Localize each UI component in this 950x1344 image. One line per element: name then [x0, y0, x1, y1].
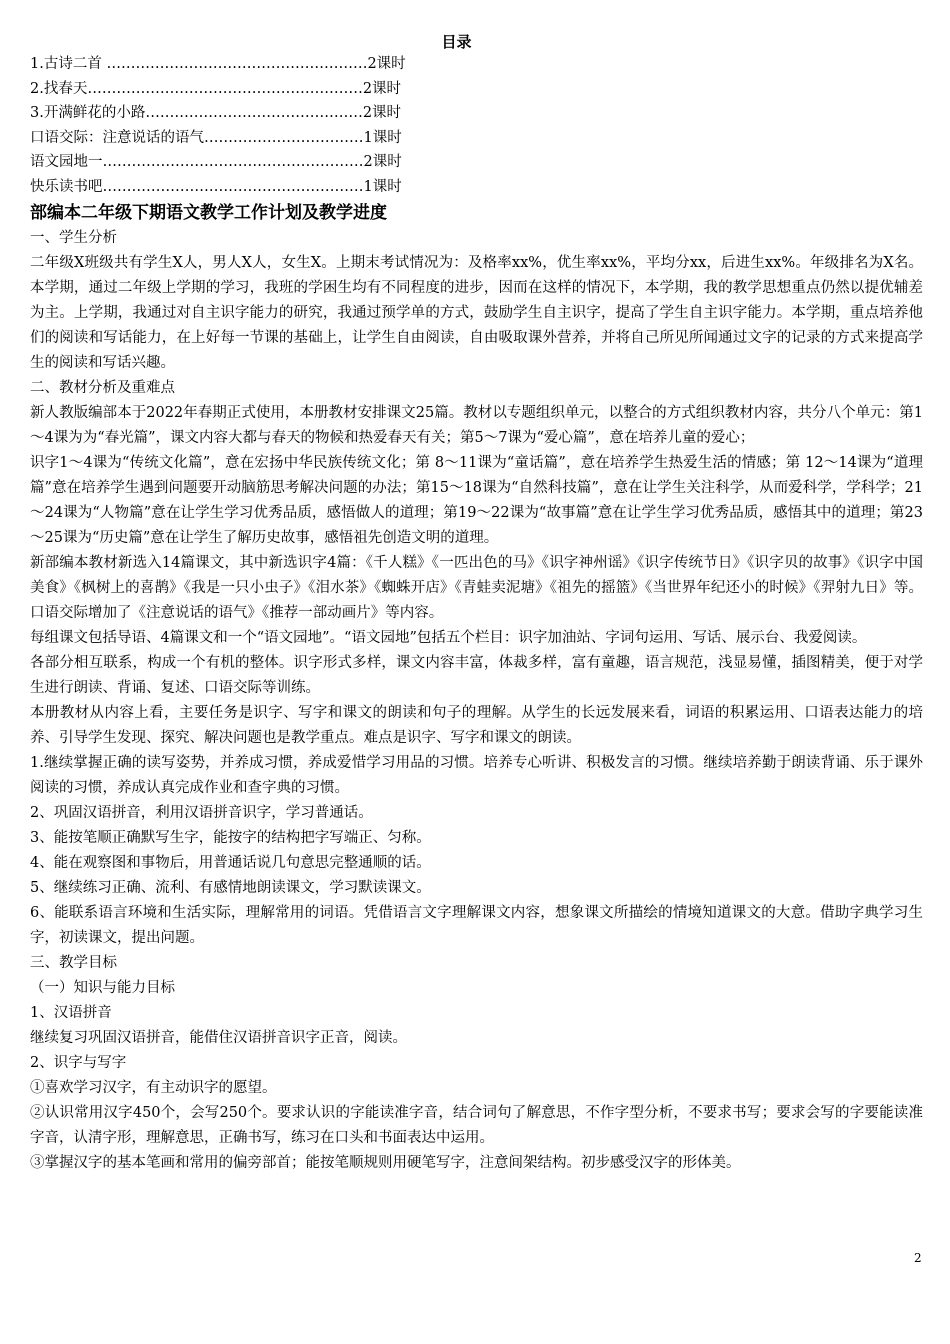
toc-item: 语文园地一………………………………………………2课时 [30, 154, 402, 170]
toc-item: 1.古诗二首 ………………………………………………2课时 [30, 56, 406, 72]
toc-item: 3.开满鲜花的小路………………………………………2课时 [30, 105, 402, 121]
toc-item: 快乐读书吧………………………………………………1课时 [30, 178, 402, 195]
list-item: ①喜欢学习汉字，有主动识字的愿望。 [30, 1080, 277, 1096]
paragraph: 每组课文包括导语、4篇课文和一个“语文园地”。“语文园地”包括五个栏目：识字加油站、字词句运用、写话、展示台、我爱阅读。 [30, 630, 867, 646]
paragraph: 本册教材从内容上看，主要任务是识字、写字和课文的朗读和句子的理解。从学生的长远发展来看，词语的积累运用、口语表达能力的培养、引导学生发现、探究、解决问题也是教学重点。难点是识字、写字和课文的朗读。 [30, 705, 923, 746]
section-heading: 三、教学目标 [30, 955, 117, 971]
list-item: ③掌握汉字的基本笔画和常用的偏旁部首；能按笔顺规则用硬笔写字，注意间架结构。初步感受汉字的形体美。 [30, 1155, 741, 1171]
subsection-heading: （一）知识与能力目标 [30, 980, 175, 996]
paragraph: 各部分相互联系，构成一个有机的整体。识字形式多样，课文内容丰富，体裁多样，富有童趣，语言规范，浅显易懂，插图精美，便于对学生进行朗读、背诵、复述、口语交际等训练。 [30, 655, 923, 696]
paragraph: 新部编本教材新选入14篇课文，其中新选识字4篇：《千人糕》《一匹出色的马》《识字神州谣》《识字传统节日》《识字贝的故事》《识字中国美食》《枫树上的喜鹊》《我是一只小虫子》《泪水茶》《蜘蛛开店》《青蛙卖泥塘》《祖先的摇篮》《当世界年纪还小的时候》《羿射九日》等。口语交际增加了《注意说话的语气》《推荐一部动画片》等内容。 [30, 555, 923, 621]
list-item: 5、继续练习正确、流利、有感情地朗读课文，学习默读课文。 [30, 880, 431, 896]
paragraph: 新人教版编部本于2022年春期正式使用，本册教材安排课文25篇。教材以专题组织单元，以整合的方式组织教材内容，共分八个单元：第1～4课为为“春光篇”，课文内容大都与春天的物候和热爱春天有关；第5～7课为“爱心篇”，意在培养儿童的爱心； [30, 405, 923, 446]
paragraph: 识字1～4课为“传统文化篇”，意在宏扬中华民族传统文化；第 8～11课为“童话篇”，意在培养学生热爱生活的情感；第 12～14课为“道理篇”意在培养学生遇到问题要开动脑筋思考解决问题的办法；第15～18课为“自然科技篇”，意在让学生关注科学，从而爱科学，学科学；21～24课为“人物篇”意在让学生学习优秀品质，感悟做人的道理；第19～22课为“故事篇”意在让学生学习优秀品质，感悟其中的道理；第23～25课为“历史篇”意在让学生了解历史故事，感悟祖先创造文明的道理。 [30, 455, 923, 546]
subsection-heading: 2、识字与写字 [30, 1055, 127, 1071]
document-title: 部编本二年级下期语文教学工作计划及教学进度 [30, 203, 387, 223]
paragraph: 二年级X班级共有学生X人，男人X人，女生X。上期末考试情况为：及格率xx%，优生率xx%，平均分xx，后进生xx%。年级排名为X名。本学期，通过二年级上学期的学习，我班的学困生均有不同程度的进步，因而在这样的情况下，本学期，我的教学思想重点仍然以提优辅差为主。上学期，我通过对自主识字能力的研究，我通过预学单的方式，鼓励学生自主识字，提高了学生自主识字能力。本学期，重点培养他们的阅读和写话能力，在上好每一节课的基础上，让学生自由阅读，自由吸取课外营养，并将自己所见所闻通过文字的记录的方式来提高学生的阅读和写话兴趣。 [30, 255, 923, 371]
document-page [30, 32, 923, 1176]
subsection-heading: 1、汉语拼音 [30, 1005, 112, 1021]
list-item: 1.继续掌握正确的读写姿势，并养成习惯，养成爱惜学习用品的习惯。培养专心听讲、积极发言的习惯。继续培养勤于朗读背诵、乐于课外阅读的习惯，养成认真完成作业和查字典的习惯。 [30, 755, 923, 796]
section-heading: 一、学生分析 [30, 230, 117, 246]
document-body [30, 226, 923, 1176]
toc-item: 2.找春天…………………………………………………2课时 [30, 80, 402, 97]
section-heading: 二、教材分析及重难点 [30, 380, 175, 396]
list-item: 2、巩固汉语拼音，利用汉语拼音识字，学习普通话。 [30, 805, 373, 821]
table-of-contents [30, 52, 923, 199]
toc-title: 目录 [441, 33, 472, 51]
list-item: 4、能在观察图和事物后，用普通话说几句意思完整通顺的话。 [30, 855, 431, 871]
toc-item: 口语交际：注意说话的语气……………………………1课时 [30, 129, 402, 146]
list-item: ②认识常用汉字450个，会写250个。要求认识的字能读准字音，结合词句了解意思，不作字型分析，不要求书写；要求会写的字要能读准字音，认清字形，理解意思，正确书写，练习在口头和书面表达中运用。 [30, 1105, 923, 1146]
list-item: 6、能联系语言环境和生活实际，理解常用的词语。凭借语言文字理解课文内容，想象课文所描绘的情境知道课文的大意。借助字典学习生字，初读课文，提出问题。 [30, 905, 923, 946]
page-number: 2 [914, 1251, 922, 1265]
list-item: 3、能按笔顺正确默写生字，能按字的结构把字写端正、匀称。 [30, 830, 431, 846]
paragraph: 继续复习巩固汉语拼音，能借住汉语拼音识字正音，阅读。 [30, 1030, 407, 1046]
